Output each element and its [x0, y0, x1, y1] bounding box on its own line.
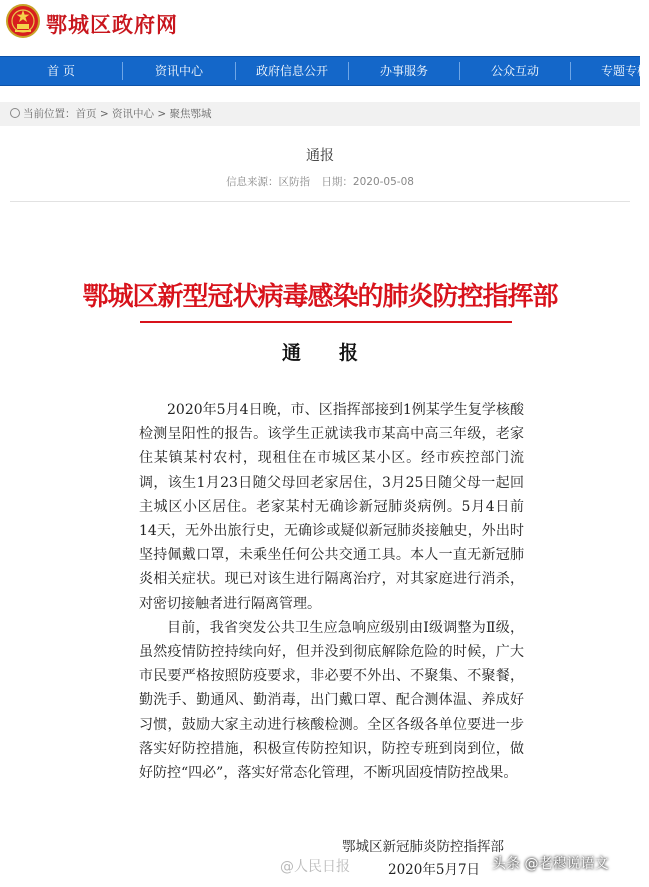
- watermark-author: 头条 @老穆说语文: [492, 856, 609, 872]
- article-source: 信息来源：区防指: [226, 176, 311, 188]
- article-meta: [0, 174, 640, 189]
- site-header: [0, 0, 640, 52]
- breadcrumb: [10, 102, 212, 126]
- article-title: 通报: [306, 148, 334, 164]
- main-nav: [0, 56, 649, 86]
- document-red-header: 鄂城区新型冠状病毒感染的肺炎防控指挥部: [82, 282, 558, 312]
- document-body: [139, 398, 524, 785]
- nav-home[interactable]: 首 页: [47, 64, 75, 78]
- breadcrumb-item-news[interactable]: 资讯中心: [112, 108, 154, 120]
- breadcrumb-bar: [0, 102, 640, 126]
- divider: [10, 201, 630, 202]
- signature-organization: 鄂城区新冠肺炎防控指挥部: [342, 839, 504, 855]
- document-paragraph: 目前，我省突发公共卫生应急响应级别由Ⅰ级调整为Ⅱ级，虽然疫情防控持续向好，但并没到彻底解除危险的时候，广大市民要严格按照防疫要求，非必要不外出、不聚集、不聚餐，勤洗手、勤通风、勤消毒，出门戴口罩、配合测体温、养成好习惯，鼓励大家主动进行核酸检测。全区各级各单位要进一步落实好防控措施，积极宣传防控知识，防控专班到岗到位，做好防控“四必”，落实好常态化管理，不断巩固疫情防控战果。: [139, 619, 524, 782]
- nav-news-center[interactable]: 资讯中心: [154, 64, 203, 78]
- nav-gov-info[interactable]: 政府信息公开: [255, 64, 328, 78]
- breadcrumb-item-focus[interactable]: 聚焦鄂城: [169, 108, 212, 120]
- signature-date: 2020年5月7日: [388, 862, 481, 878]
- site-title[interactable]: 鄂城区政府网: [46, 12, 178, 37]
- national-emblem-icon: [6, 4, 40, 38]
- breadcrumb-item-home[interactable]: 首页: [75, 108, 97, 120]
- document-paragraph: 2020年5月4日晚，市、区指挥部接到1例某学生复学核酸检测呈阳性的报告。该学生正就读我市某高中高三年级，老家住某镇某村农村，现租住在市城区某小区。经市疾控部门流调，该生1月23日随父母回老家居住，3月25日随父母一起回主城区小区居住。老家某村无确诊新冠肺炎病例。5月4日前14天，无外出旅行史，无确诊或疑似新冠肺炎接触史，外出时坚持佩戴口罩，未乘坐任何公共交通工具。本人一直无新冠肺炎相关症状。现已对该生进行隔离治疗，对其家庭进行消杀，对密切接触者进行隔离管理。: [139, 402, 524, 612]
- nav-public-interaction[interactable]: 公众互动: [490, 64, 539, 78]
- document-title: 通报: [281, 342, 396, 364]
- breadcrumb-separator: >: [157, 108, 167, 120]
- breadcrumb-label: 当前位置：: [23, 108, 76, 120]
- breadcrumb-separator: >: [99, 108, 109, 120]
- watermark-source: @人民日报: [280, 859, 350, 875]
- location-pin-icon: [10, 108, 20, 118]
- red-rule: [140, 321, 512, 323]
- nav-services[interactable]: 办事服务: [379, 64, 428, 78]
- article-date: 日期：2020-05-08: [321, 176, 414, 188]
- nav-special-topics[interactable]: 专题专栏: [601, 64, 649, 78]
